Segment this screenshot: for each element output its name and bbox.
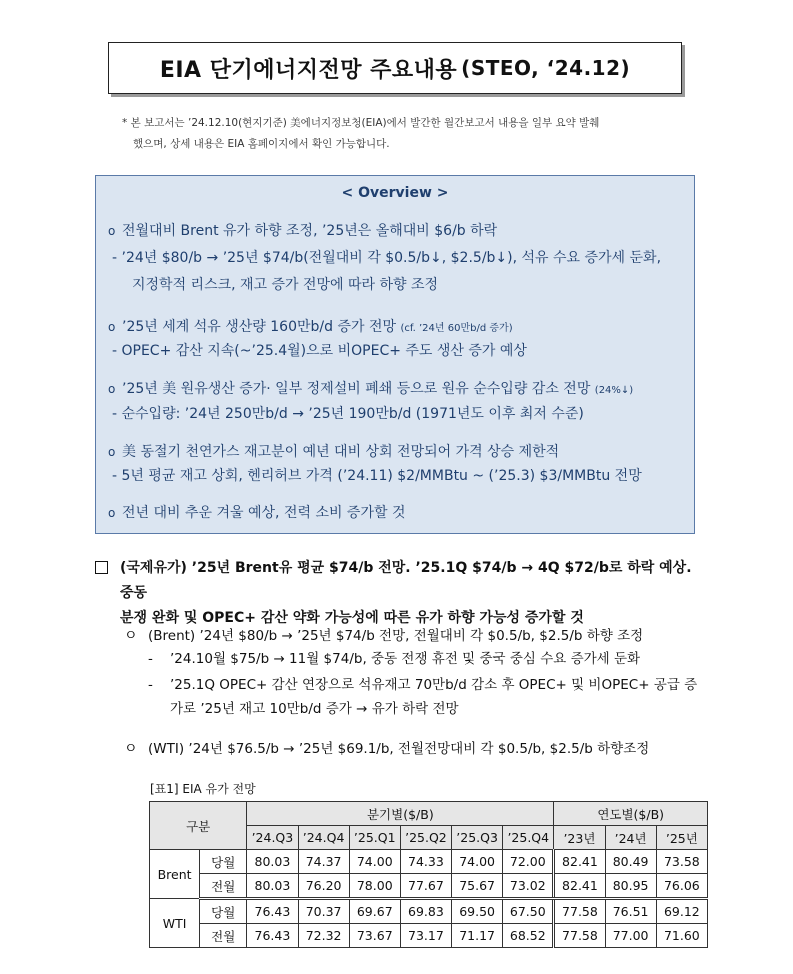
overview-title: < Overview >: [341, 185, 449, 201]
table-row: [150, 874, 708, 899]
table-cell: 68.52: [503, 924, 554, 948]
table-caption: [표1] EIA 유가 전망: [150, 782, 256, 796]
note-line1: * 본 보고서는 ’24.12.10(현지기준) 美에너지정보청(EIA)에서 발간한 월간보고서 내용을 일부 요약 발췌: [122, 117, 600, 129]
group-label: Brent: [150, 850, 200, 899]
table-cell: 77.00: [605, 924, 656, 948]
table-cell: 72.00: [503, 850, 554, 874]
table-cell: 80.95: [605, 874, 656, 899]
overview-item: [108, 220, 683, 240]
table-row: [150, 899, 708, 924]
overview-subitem: [112, 465, 687, 485]
title-suffix: (STEO, ‘24.12): [461, 56, 631, 80]
table-cell: 77.58: [554, 924, 605, 948]
bullet-icon: o: [108, 506, 116, 520]
brent-text: (Brent) ’24년 $80/b → ’25년 $74/b 전망, 전월대비 각 $0.5/b, $2.5/b 하향 조정: [148, 628, 644, 644]
table-cell: 82.41: [554, 850, 605, 874]
table-cell: 73.67: [349, 924, 400, 948]
table-row: [150, 924, 708, 948]
table-cell: 71.60: [656, 924, 707, 948]
document-title: [108, 42, 682, 94]
bullet-icon: o: [108, 382, 116, 396]
overview-subitem: [112, 340, 687, 360]
circle-bullet-icon: ㅇ: [124, 741, 138, 757]
table-cell: 69.12: [656, 899, 707, 924]
overview-item: [108, 316, 683, 336]
brent-sub1: [148, 647, 708, 671]
row-label: 전월: [200, 924, 247, 948]
heading-line1: (국제유가) ’25년 Brent유 평균 $74/b 전망. ’25.1Q $74/b → 4Q $72/b로 하락 예상. 중동: [120, 560, 692, 601]
annual-group-header: 연도별($/B): [554, 802, 708, 826]
table-cell: 80.49: [605, 850, 656, 874]
dash-icon: -: [148, 677, 153, 693]
table-header-row: [150, 802, 708, 826]
table-cell: 76.06: [656, 874, 707, 899]
table-cell: 74.00: [452, 850, 503, 874]
table-cell: 69.83: [400, 899, 451, 924]
overview-text: - OPEC+ 감산 지속(~’25.4월)으로 비OPEC+ 주도 생산 증가 예상: [112, 343, 527, 359]
row-label: 당월: [200, 850, 247, 874]
circle-bullet-icon: ㅇ: [124, 628, 138, 644]
overview-text: - ’24년 $80/b → ’25년 $74/b(전월대비 각 $0.5/b↓, $2.5/b↓), 석유 수요 증가세 둔화,: [112, 250, 662, 266]
overview-text: 전월대비 Brent 유가 하향 조정, ’25년은 올해대비 $6/b 하락: [122, 223, 498, 239]
table-cell: 82.41: [554, 874, 605, 899]
table-cell: 76.51: [605, 899, 656, 924]
quarter-header: ’25.Q1: [349, 826, 400, 850]
bullet-icon: o: [108, 445, 116, 459]
table-cell: 67.50: [503, 899, 554, 924]
brent-sub2-cont: 가로 ’25년 재고 10만b/d 증가 → 유가 하락 전망: [170, 701, 459, 717]
brent-sub1-text: ’24.10월 $75/b → 11월 $74/b, 중동 전쟁 휴전 및 중국 중심 수요 증가세 둔화: [170, 651, 641, 667]
overview-item: [108, 502, 683, 522]
overview-subitem: [112, 247, 687, 294]
row-label: 전월: [200, 874, 247, 899]
overview-box: [95, 175, 695, 534]
overview-text-cont: 지정학적 리스크, 재고 증가 전망에 따라 하향 조정: [132, 277, 439, 293]
row-label: 당월: [200, 899, 247, 924]
overview-text: ’25년 美 원유생산 증가· 일부 정제설비 폐쇄 등으로 원유 순수입량 감소 전망: [122, 381, 591, 397]
dash-icon: -: [148, 651, 153, 667]
table-cell: 69.50: [452, 899, 503, 924]
bullet-icon: o: [108, 320, 116, 334]
table-cell: 73.02: [503, 874, 554, 899]
overview-text: - 순수입량: ’24년 250만b/d → ’25년 190만b/d (1971년도 이후 최저 수준): [112, 406, 584, 422]
checkbox-icon: [95, 561, 108, 574]
overview-text: 美 동절기 천연가스 재고분이 예년 대비 상회 전망되어 가격 상승 제한적: [122, 444, 560, 460]
table-cell: 80.03: [247, 874, 298, 899]
corner-header: 구분: [150, 802, 247, 850]
overview-item: [108, 441, 683, 461]
table-cell: 74.33: [400, 850, 451, 874]
group-label: WTI: [150, 899, 200, 948]
table-cell: 77.58: [554, 899, 605, 924]
source-note: [122, 113, 702, 155]
overview-text: ’25년 세계 석유 생산량 160만b/d 증가 전망: [122, 319, 396, 335]
table-cell: 71.17: [452, 924, 503, 948]
table-cell: 69.67: [349, 899, 400, 924]
overview-item: [108, 378, 683, 398]
table-row: [150, 850, 708, 874]
note-line2: 했으며, 상세 내용은 EIA 홈페이지에서 확인 가능합니다.: [133, 138, 390, 150]
table-cell: 74.37: [298, 850, 349, 874]
brent-sub2: [148, 673, 708, 721]
quarter-header: ’24.Q4: [298, 826, 349, 850]
quarter-header: ’25.Q2: [400, 826, 451, 850]
quarterly-group-header: 분기별($/B): [247, 802, 554, 826]
table-cell: 78.00: [349, 874, 400, 899]
quarter-header: ’25.Q3: [452, 826, 503, 850]
table-cell: 74.00: [349, 850, 400, 874]
overview-note: (cf. ’24년 60만b/d 증가): [400, 323, 513, 334]
oil-price-table: [149, 801, 708, 948]
table-cell: 76.43: [247, 899, 298, 924]
overview-text: - 5년 평균 재고 상회, 헨리허브 가격 (’24.11) $2/MMBtu ~ (’25.3) $3/MMBtu 전망: [112, 468, 642, 484]
table-cell: 76.43: [247, 924, 298, 948]
table-cell: 73.58: [656, 850, 707, 874]
overview-subitem: [112, 403, 687, 423]
table-cell: 77.67: [400, 874, 451, 899]
year-header: ’24년: [605, 826, 656, 850]
overview-text: 전년 대비 추운 겨울 예상, 전력 소비 증가할 것: [122, 505, 406, 521]
table-cell: 80.03: [247, 850, 298, 874]
table-cell: 73.17: [400, 924, 451, 948]
table-cell: 76.20: [298, 874, 349, 899]
overview-note: (24%↓): [594, 385, 634, 396]
wti-text: (WTI) ’24년 $76.5/b → ’25년 $69.1/b, 전월전망대비 각 $0.5/b, $2.5/b 하향조정: [148, 741, 650, 757]
wti-bullet: [124, 737, 649, 758]
title-main: EIA 단기에너지전망 주요내용: [159, 57, 458, 83]
year-header: ’23년: [554, 826, 605, 850]
brent-sub2-text: ’25.1Q OPEC+ 감산 연장으로 석유재고 70만b/d 감소 후 OPEC+ 및 비OPEC+ 공급 증: [170, 677, 698, 693]
heading-line2: 분쟁 완화 및 OPEC+ 감산 약화 가능성에 따른 유가 하향 가능성 증가할 것: [120, 610, 584, 626]
year-header: ’25년: [656, 826, 707, 850]
bullet-icon: o: [108, 224, 116, 238]
quarter-header: ’24.Q3: [247, 826, 298, 850]
brent-bullet: [124, 624, 643, 645]
table-cell: 70.37: [298, 899, 349, 924]
table-cell: 75.67: [452, 874, 503, 899]
section-heading: [95, 556, 695, 631]
table-cell: 72.32: [298, 924, 349, 948]
quarter-header: ’25.Q4: [503, 826, 554, 850]
